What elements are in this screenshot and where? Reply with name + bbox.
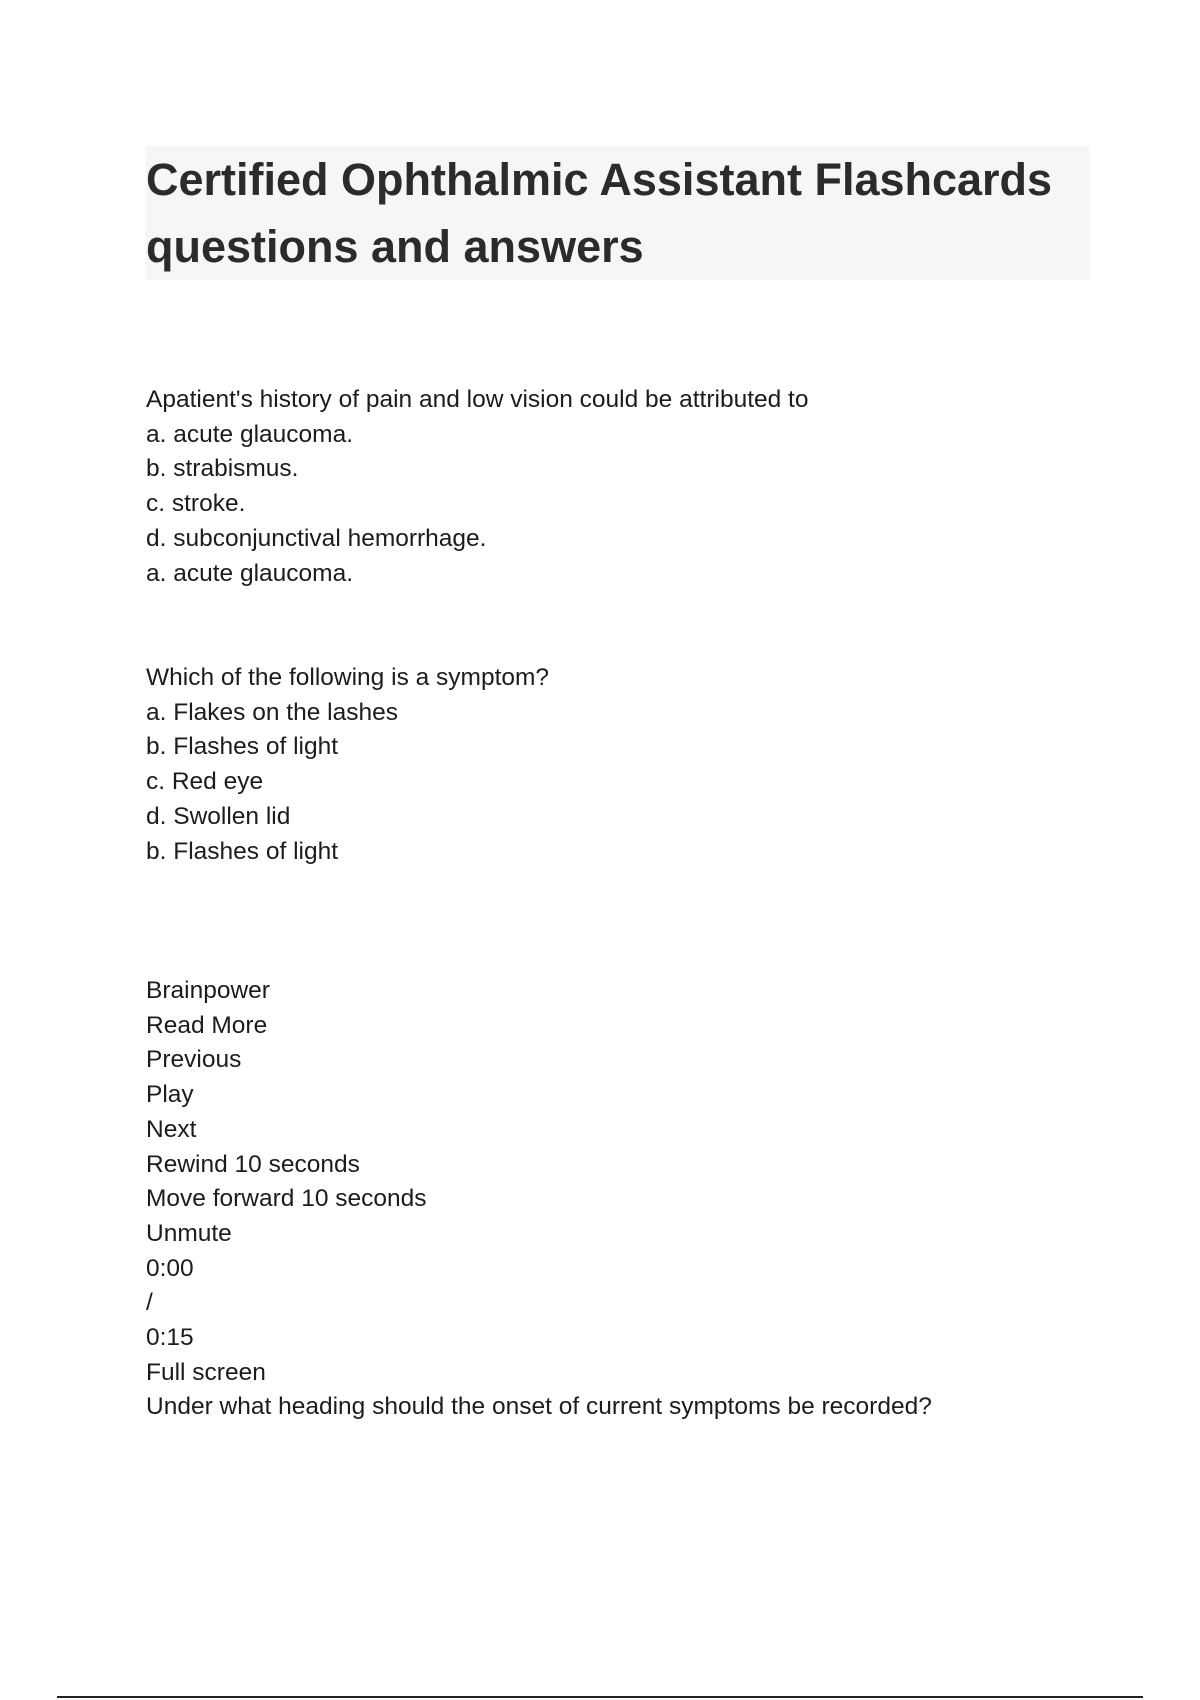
page-title-line-1: Certified Ophthalmic Assistant Flashcards	[146, 154, 1053, 205]
answer-option-d: d. Swollen lid	[146, 802, 291, 830]
answer-option-b: b. strabismus.	[146, 455, 299, 483]
previous-button[interactable]: Previous	[146, 1046, 242, 1074]
page-title-line-2: questions and answers	[146, 221, 644, 272]
rewind-button[interactable]: Rewind 10 seconds	[146, 1150, 360, 1178]
current-time: 0:00	[146, 1254, 194, 1282]
question-prompt: Apatient's history of pain and low vision could be attributed to	[146, 386, 809, 413]
answer-option-d: d. subconjunctival hemorrhage.	[146, 524, 487, 552]
answer-option-a: a. Flakes on the lashes	[146, 698, 398, 726]
question-block-2	[146, 661, 1146, 869]
question-prompt: Which of the following is a symptom?	[146, 664, 550, 691]
forward-button[interactable]: Move forward 10 seconds	[146, 1185, 427, 1213]
correct-answer: a. acute glaucoma.	[146, 559, 354, 587]
answer-option-c: c. Red eye	[146, 768, 264, 796]
player-brand: Brainpower	[146, 977, 270, 1004]
correct-answer: b. Flashes of light	[146, 837, 339, 865]
answer-option-b: b. Flashes of light	[146, 733, 339, 761]
answer-option-c: c. stroke.	[146, 490, 246, 518]
unmute-button[interactable]: Unmute	[146, 1219, 232, 1247]
video-player-text	[146, 974, 1146, 1425]
full-screen-button[interactable]: Full screen	[146, 1358, 266, 1386]
answer-option-a: a. acute glaucoma.	[146, 420, 354, 448]
time-separator: /	[146, 1289, 153, 1317]
play-button[interactable]: Play	[146, 1081, 194, 1109]
question-prompt-next: Under what heading should the onset of current symptoms be recorded?	[146, 1393, 932, 1421]
read-more-link[interactable]: Read More	[146, 1011, 268, 1039]
footer-divider	[57, 1696, 1143, 1698]
page-title	[146, 146, 1090, 280]
question-block-1	[146, 383, 1146, 591]
duration: 0:15	[146, 1324, 194, 1352]
next-button[interactable]: Next	[146, 1115, 197, 1143]
